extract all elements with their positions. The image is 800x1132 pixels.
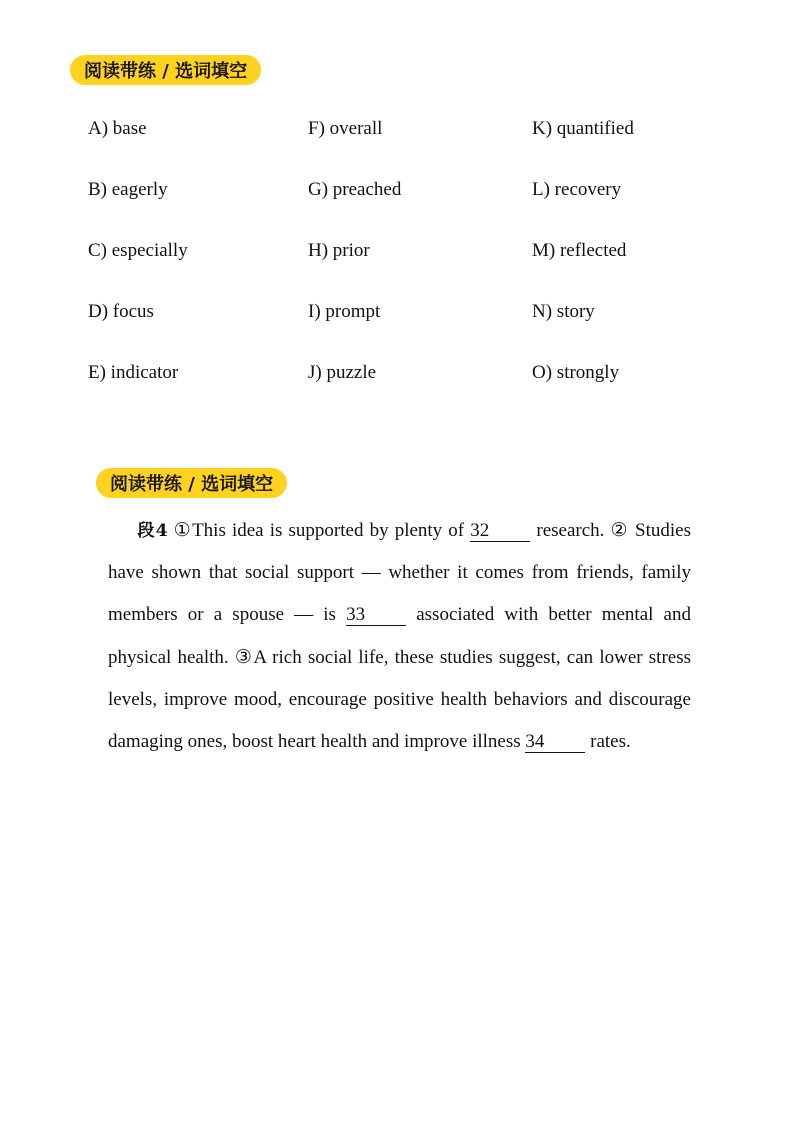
word-option: L) recovery bbox=[532, 178, 622, 200]
word-option: I) prompt bbox=[308, 300, 381, 322]
passage-text: associated with better mental and physical health. ③A rich social life, these studies suggest, can lower stress levels, improve mood, encourage positive health behaviors and discourage damaging ones, boost heart health and improve illness bbox=[108, 604, 691, 753]
paragraph-label: 段4 bbox=[136, 521, 168, 541]
word-bank bbox=[88, 98, 708, 403]
word-option: E) indicator bbox=[88, 361, 179, 383]
word-option: J) puzzle bbox=[308, 361, 377, 383]
word-bank-row bbox=[88, 159, 708, 220]
word-bank-row bbox=[88, 342, 708, 403]
word-option: N) story bbox=[532, 300, 595, 322]
word-bank-row bbox=[88, 220, 708, 281]
word-option: H) prior bbox=[308, 239, 370, 261]
section-tag-passage: 阅读带练 / 选词填空 bbox=[96, 468, 287, 498]
answer-blank-32: 32 bbox=[470, 521, 530, 542]
word-option: C) especially bbox=[88, 239, 188, 261]
answer-blank-33: 33 bbox=[346, 605, 406, 626]
word-option: K) quantified bbox=[532, 117, 634, 139]
passage-text: ①This idea is supported by plenty of bbox=[167, 520, 471, 541]
word-option: F) overall bbox=[308, 117, 383, 139]
word-bank-row bbox=[88, 281, 708, 342]
word-option: D) focus bbox=[88, 300, 154, 322]
passage-text: research. ② Studies have shown that social support — whether it comes from friends, family members or a spouse — is bbox=[108, 520, 691, 626]
passage-text: rates. bbox=[585, 731, 631, 753]
word-option: A) base bbox=[88, 117, 147, 139]
word-option: B) eagerly bbox=[88, 178, 168, 200]
word-option: M) reflected bbox=[532, 239, 627, 261]
passage-paragraph bbox=[108, 510, 691, 763]
word-option: O) strongly bbox=[532, 361, 620, 383]
word-option: G) preached bbox=[308, 178, 402, 200]
answer-blank-34: 34 bbox=[525, 732, 585, 753]
section-tag-word-bank: 阅读带练 / 选词填空 bbox=[70, 55, 261, 85]
word-bank-row bbox=[88, 98, 708, 159]
